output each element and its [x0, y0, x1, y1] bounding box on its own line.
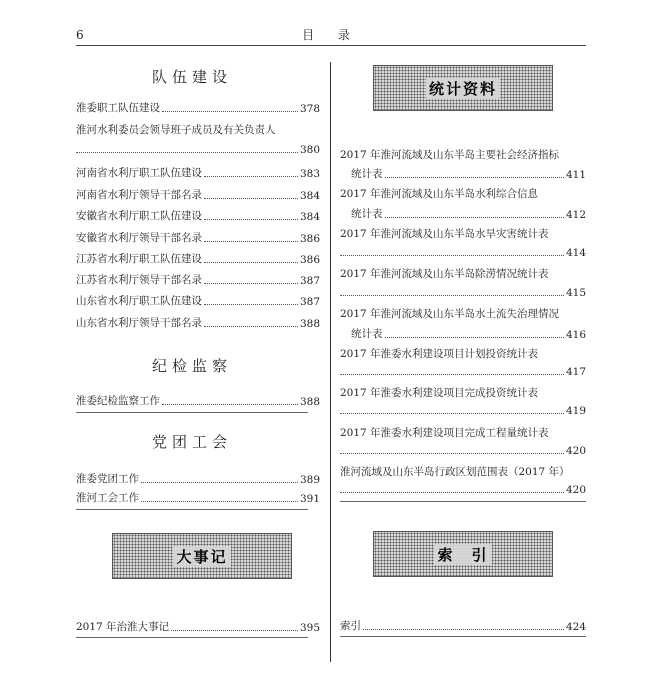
- page-header: [76, 22, 586, 44]
- section-banner-stats: [373, 65, 553, 111]
- page-number: 6: [76, 28, 84, 42]
- toc-entry[interactable]: [340, 247, 586, 259]
- toc-entry[interactable]: [76, 393, 320, 408]
- toc-entry-text: 统计表: [351, 328, 383, 340]
- dot-leader: [385, 177, 564, 178]
- toc-entry-page: 387: [299, 296, 320, 308]
- header-rule: [76, 45, 586, 46]
- toc-entry-page: 414: [565, 247, 586, 259]
- dot-leader: [141, 482, 298, 483]
- dot-leader: [340, 295, 564, 296]
- section-banner-events: [112, 533, 292, 579]
- toc-entry[interactable]: [76, 144, 320, 156]
- toc-entry[interactable]: [340, 445, 586, 457]
- section-banner-label: 统计资料: [426, 78, 500, 99]
- toc-entry-page: 386: [299, 233, 320, 245]
- toc-entry-page: 389: [299, 474, 320, 486]
- toc-entry[interactable]: [76, 315, 320, 330]
- toc-entry[interactable]: [340, 166, 586, 181]
- dot-leader: [204, 219, 298, 220]
- toc-entry-page: 391: [299, 493, 320, 505]
- toc-entry-page: 411: [565, 169, 586, 181]
- dot-leader: [340, 413, 564, 414]
- toc-entry[interactable]: [76, 293, 320, 308]
- section-rule: [340, 636, 586, 637]
- toc-entry-page: 378: [299, 103, 320, 115]
- toc-entry-text[interactable]: 2017 年淮河流域及山东半岛主要社会经济指标: [340, 149, 560, 161]
- section-title-team: 队伍建设: [151, 68, 232, 86]
- toc-entry-page: 415: [565, 287, 586, 299]
- toc-entry-text[interactable]: 2017 年淮河流域及山东半岛水利综合信息: [340, 188, 539, 200]
- dot-leader: [162, 404, 298, 405]
- section-rule: [76, 509, 308, 510]
- toc-entry-text: 淮委职工队伍建设: [76, 102, 160, 114]
- toc-entry-page: 419: [565, 405, 586, 417]
- toc-entry[interactable]: [76, 272, 320, 287]
- section-banner-label: 大事记: [173, 546, 230, 567]
- dot-leader: [141, 501, 298, 502]
- toc-entry[interactable]: [76, 208, 320, 223]
- toc-entry[interactable]: [340, 366, 586, 378]
- toc-entry[interactable]: [340, 206, 586, 221]
- toc-entry[interactable]: [76, 251, 320, 266]
- toc-entry-text: 江苏省水利厅职工队伍建设: [76, 253, 202, 265]
- toc-entry[interactable]: [76, 490, 320, 505]
- section-rule: [340, 501, 586, 502]
- section-banner-index: [373, 531, 553, 577]
- toc-entry[interactable]: [340, 618, 586, 633]
- toc-entry-page: 384: [299, 190, 320, 202]
- toc-entry-text: 2017 年治淮大事记: [76, 621, 170, 633]
- toc-entry-page: 387: [299, 275, 320, 287]
- dot-leader: [204, 241, 298, 242]
- dot-leader: [340, 255, 564, 256]
- toc-entry-page: 388: [299, 396, 320, 408]
- toc-entry-text: 江苏省水利厅领导干部名录: [76, 274, 202, 286]
- dot-leader: [204, 304, 298, 305]
- toc-entry[interactable]: [76, 100, 320, 115]
- section-banner-label: 索 引: [434, 544, 491, 565]
- toc-entry[interactable]: [76, 230, 320, 245]
- toc-entry-text: 安徽省水利厅领导干部名录: [76, 232, 202, 244]
- toc-entry-page: 388: [299, 318, 320, 330]
- dot-leader: [385, 337, 564, 338]
- toc-entry-text: 山东省水利厅领导干部名录: [76, 317, 202, 329]
- section-title-discipline: 纪检监察: [151, 357, 232, 375]
- dot-leader: [385, 217, 564, 218]
- dot-leader: [171, 630, 298, 631]
- toc-entry-text: 淮委党团工作: [76, 473, 139, 485]
- toc-entry-text[interactable]: 2017 年淮河流域及山东半岛水旱灾害统计表: [340, 228, 549, 240]
- section-rule: [76, 412, 308, 413]
- toc-entry-page: 420: [565, 445, 586, 457]
- dot-leader: [204, 262, 298, 263]
- toc-entry[interactable]: [340, 287, 586, 299]
- toc-entry-text[interactable]: 2017 年淮委水利建设项目完成投资统计表: [340, 387, 539, 399]
- toc-entry-text: 统计表: [351, 208, 383, 220]
- toc-entry-page: 424: [565, 621, 586, 633]
- toc-entry-page: 395: [299, 622, 320, 634]
- toc-entry[interactable]: [76, 165, 320, 180]
- section-title-party: 党团工会: [151, 433, 232, 451]
- toc-entry[interactable]: [76, 471, 320, 486]
- toc-entry-text: 淮河工会工作: [76, 492, 139, 504]
- dot-leader: [204, 176, 298, 177]
- toc-entry[interactable]: [340, 405, 586, 417]
- dot-leader: [162, 111, 298, 112]
- toc-entry-text: 淮委纪检监察工作: [76, 395, 160, 407]
- toc-entry-page: 420: [565, 484, 586, 496]
- toc-entry-page: 417: [565, 366, 586, 378]
- toc-entry-page: 380: [299, 144, 320, 156]
- toc-entry-text: 安徽省水利厅职工队伍建设: [76, 210, 202, 222]
- page-title: 目 录: [302, 28, 360, 42]
- toc-entry[interactable]: [76, 619, 320, 634]
- toc-entry-page: 384: [299, 211, 320, 223]
- dot-leader: [76, 152, 298, 153]
- dot-leader: [204, 283, 298, 284]
- dot-leader: [340, 374, 564, 375]
- toc-entry-page: 412: [565, 209, 586, 221]
- toc-entry[interactable]: [340, 484, 586, 496]
- toc-entry-page: 383: [299, 168, 320, 180]
- toc-entry-page: 416: [565, 329, 586, 341]
- toc-entry-text[interactable]: 2017 年淮河流域及山东半岛除涝情况统计表: [340, 268, 549, 280]
- toc-entry-text[interactable]: 2017 年淮委水利建设项目计划投资统计表: [340, 348, 539, 360]
- toc-entry[interactable]: [340, 326, 586, 341]
- dot-leader: [204, 198, 298, 199]
- toc-entry-text[interactable]: 淮河流域及山东半岛行政区划范围表（2017 年）: [340, 466, 570, 478]
- dot-leader: [204, 326, 298, 327]
- toc-entry-text: 索引: [340, 620, 361, 632]
- dot-leader: [340, 492, 564, 493]
- toc-entry-text: 河南省水利厅领导干部名录: [76, 189, 202, 201]
- toc-entry-text: 统计表: [351, 168, 383, 180]
- toc-entry-text: 山东省水利厅职工队伍建设: [76, 295, 202, 307]
- toc-entry-page: 386: [299, 254, 320, 266]
- section-rule: [76, 637, 308, 638]
- toc-entry-text[interactable]: 2017 年淮委水利建设项目完成工程量统计表: [340, 427, 549, 439]
- column-divider: [330, 62, 331, 662]
- dot-leader: [363, 629, 564, 630]
- toc-entry[interactable]: [76, 187, 320, 202]
- toc-entry-text: 河南省水利厅职工队伍建设: [76, 167, 202, 179]
- toc-entry-text[interactable]: 淮河水利委员会领导班子成员及有关负责人: [76, 124, 276, 136]
- toc-entry-text[interactable]: 2017 年淮河流域及山东半岛水土流失治理情况: [340, 308, 560, 320]
- dot-leader: [340, 453, 564, 454]
